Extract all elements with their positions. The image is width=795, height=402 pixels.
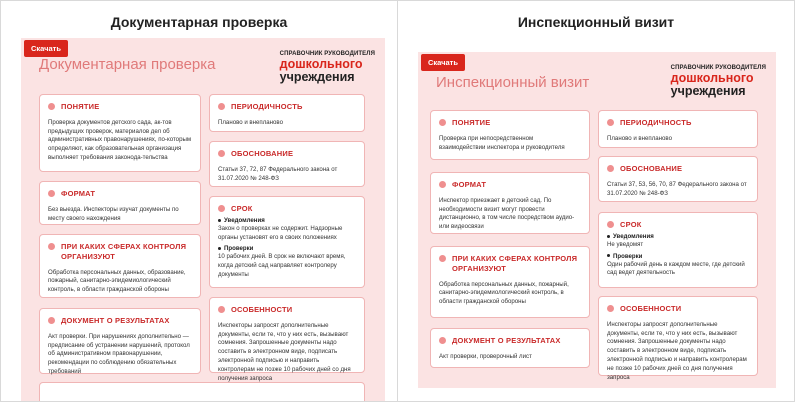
right-infographic — [418, 52, 776, 388]
infographic-title: Инспекционный визит — [436, 74, 590, 91]
card-result — [430, 328, 590, 368]
card-title: ПОНЯТИЕ — [61, 102, 100, 111]
card-title: СРОК — [231, 204, 253, 213]
bullet-dot-icon — [607, 165, 614, 172]
brand-logo: СПРАВОЧНИК РУКОВОДИТЕЛЯ дошкольного учреждения — [279, 51, 375, 84]
card-title: ОБОСНОВАНИЕ — [620, 164, 683, 173]
bullet-dot-icon — [439, 255, 446, 262]
sub-heading-check: Проверки — [218, 245, 356, 252]
infographic-title: Документарная проверка — [39, 56, 216, 73]
card-title: ПРИ КАКИХ СФЕРАХ КОНТРОЛЯ ОРГАНИЗУЮТ — [452, 254, 578, 273]
card-text: Акт проверки. При нарушениях дополнительно — предписание об устранении нарушений, протокол об административном правонарушении, рекомендации по соблюдению обязательных требований — [48, 332, 190, 376]
card-title: ОБОСНОВАНИЕ — [231, 149, 294, 158]
card-ponyatie — [430, 110, 590, 160]
sub-heading-check: Проверки — [607, 253, 749, 260]
brand-logo: СПРАВОЧНИК РУКОВОДИТЕЛЯ дошкольного учреждения — [670, 65, 766, 98]
card-title: СРОК — [620, 220, 642, 229]
card-osobennosti — [598, 296, 758, 381]
card-obosnovanie — [598, 156, 758, 202]
card-ponyatie — [39, 94, 201, 172]
card-title: ПОНЯТИЕ — [452, 118, 491, 127]
bullet-dot-icon — [439, 337, 446, 344]
card-text: Обработка персональных данных, образование, пожарный, санитарно-эпидемиологический контроль, в области гражданской обороны — [48, 268, 186, 294]
card-partial — [39, 382, 365, 402]
sub-heading-notice: Уведомления — [607, 233, 749, 240]
card-title: ПЕРИОДИЧНОСТЬ — [231, 102, 303, 111]
sub-heading-notice: Уведомления — [218, 217, 356, 224]
card-text: Проверка при непосредственном взаимодействии инспектора и руководителя — [439, 134, 565, 151]
card-title: ОСОБЕННОСТИ — [620, 304, 682, 313]
bullet-dot-icon — [439, 181, 446, 188]
card-spheres — [430, 246, 590, 318]
card-text: Закон о проверках не содержит. Надзорные органы установят его в своих положениях — [218, 224, 343, 241]
card-text: Проверка документов детского сада, ак-тов предыдущих проверок, материалов дел об административных правонарушениях, по-которым определяют, как образовательная организация выполняет требования законода-тельства — [48, 118, 192, 162]
card-title: ПРИ КАКИХ СФЕРАХ КОНТРОЛЯ ОРГАНИЗУЮТ — [61, 242, 187, 261]
bullet-dot-icon — [218, 150, 225, 157]
bullet-dot-icon — [607, 305, 614, 312]
download-button[interactable]: Скачать — [24, 40, 68, 57]
bullet-dot-icon — [218, 306, 225, 313]
card-title: ОСОБЕННОСТИ — [231, 305, 293, 314]
card-period — [209, 94, 365, 132]
card-spheres — [39, 234, 201, 298]
card-text: Инспектор приезжает в детский сад. По необходимости визит могут провести дистанционно, в том числе посредством аудио- или видеосвязи — [439, 196, 575, 231]
download-button[interactable]: Скачать — [421, 54, 465, 71]
card-title: ПЕРИОДИЧНОСТЬ — [620, 118, 692, 127]
bullet-dot-icon — [607, 119, 614, 126]
card-title: ДОКУМЕНТ О РЕЗУЛЬТАТАХ — [61, 316, 170, 325]
bullet-dot-icon — [439, 119, 446, 126]
right-panel-heading: Инспекционный визит — [517, 14, 675, 30]
card-osobennosti — [209, 297, 365, 382]
card-period — [598, 110, 758, 148]
card-srok — [209, 196, 365, 288]
card-obosnovanie — [209, 141, 365, 187]
card-text: Без выезда. Инспекторы изучат документы по месту своего нахождения — [48, 205, 179, 222]
card-text: Статьи 37, 72, 87 Федерального закона от 31.07.2020 № 248-ФЗ — [218, 165, 338, 182]
card-text: Инспекторы запросят дополнительные документы, если те, что у них есть, вызывают сомнения. Запрошенные документы надо составить в электронном виде, подписать электронной подписью и направить контролерам не позже 10 рабочих дней со дня получения запроса — [218, 321, 351, 382]
bullet-dot-icon — [48, 103, 55, 110]
card-text: Акт проверки, проверочный лист — [439, 352, 532, 360]
bullet-dot-icon — [48, 317, 55, 324]
left-infographic — [21, 38, 385, 402]
bullet-dot-icon — [218, 103, 225, 110]
card-text: Один рабочий день в каждом месте, где детский сад ведет деятельность — [607, 260, 745, 277]
card-text: Планово и внепланово — [218, 118, 283, 126]
card-text: Статьи 37, 53, 56, 70, 87 Федерального закона от 31.07.2020 № 248-ФЗ — [607, 180, 747, 197]
card-format — [430, 172, 590, 234]
card-result — [39, 308, 201, 374]
bullet-dot-icon — [607, 221, 614, 228]
card-text: 10 рабочих дней. В срок не включают время, когда детский сад направляет контролеру документы — [218, 253, 346, 279]
card-text: Инспекторы запросят дополнительные документы, если те, что у них есть, вызывают сомнения. Запрошенные документы надо составить в электронном виде, подписать электронной подписью и направить контролерам не позже 10 рабочих дней со дня получения запроса — [607, 320, 747, 381]
card-text: Не уведомят — [607, 240, 644, 248]
card-srok — [598, 212, 758, 288]
left-panel-heading: Документарная проверка — [110, 14, 288, 30]
bullet-dot-icon — [48, 190, 55, 197]
card-title: ФОРМАТ — [452, 180, 487, 189]
card-title: ДОКУМЕНТ О РЕЗУЛЬТАТАХ — [452, 336, 561, 345]
card-text: Планово и внепланово — [607, 134, 672, 142]
right-preview-panel — [397, 0, 795, 402]
card-title: ФОРМАТ — [61, 189, 96, 198]
bullet-dot-icon — [218, 205, 225, 212]
bullet-dot-icon — [48, 243, 55, 250]
card-format — [39, 181, 201, 225]
card-text: Обработка персональных данных, пожарный, санитарно-эпидемиологический контроль, в области гражданской обороны — [439, 280, 569, 306]
